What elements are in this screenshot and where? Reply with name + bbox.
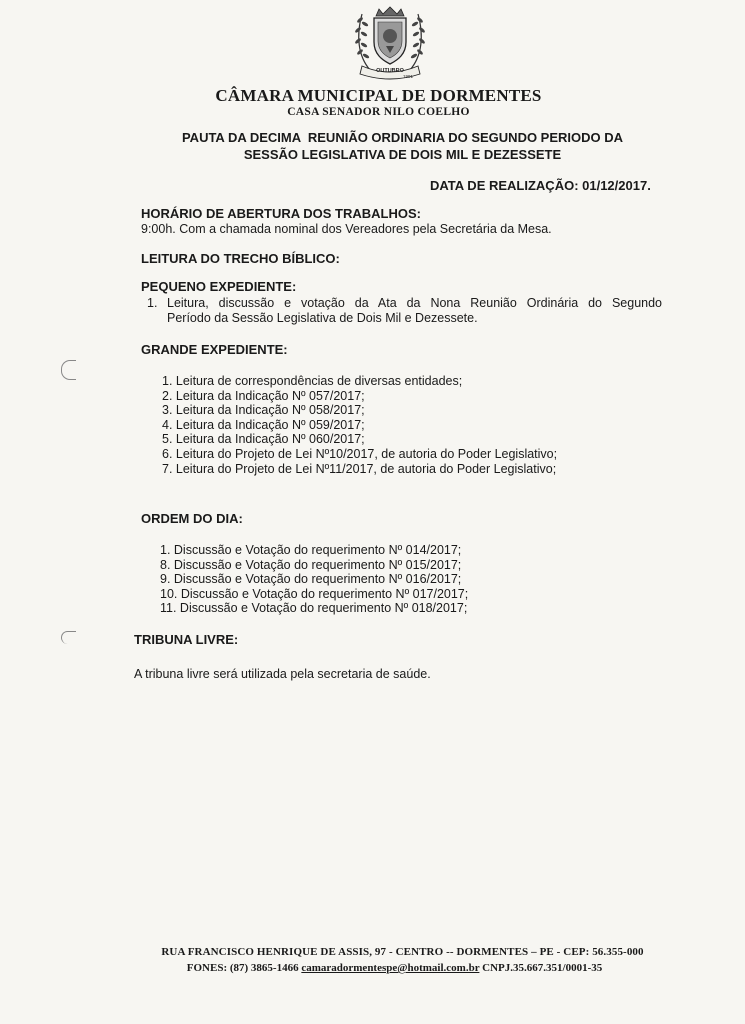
small-expedient-item bbox=[147, 296, 662, 325]
footer-address: RUA FRANCISCO HENRIQUE DE ASSIS, 97 - CENTRO -- DORMENTES – PE - CEP: 56.355-000 bbox=[161, 946, 644, 958]
opening-text: 9:00h. Com a chamada nominal dos Vereadores pela Secretária da Mesa. bbox=[141, 222, 552, 236]
list-item: 9. Discussão e Votação do requerimento Nº 016/2017; bbox=[160, 572, 462, 587]
footer-email: camaradormentespe@hotmail.com.br bbox=[301, 962, 480, 974]
meeting-date: DATA DE REALIZAÇÃO: 01/12/2017. bbox=[430, 178, 651, 193]
institution-subtitle: CASA SENADOR NILO COELHO bbox=[287, 106, 470, 118]
free-tribune-text: A tribuna livre será utilizada pela secretaria de saúde. bbox=[134, 667, 431, 681]
list-item: 8. Discussão e Votação do requerimento Nº 015/2017; bbox=[160, 557, 462, 572]
item-number: 1. bbox=[147, 296, 158, 310]
title-line-1: PAUTA DA DECIMA REUNIÃO ORDINARIA DO SEGUNDO PERIODO DA bbox=[181, 130, 624, 145]
list-item: 10. Discussão e Votação do requerimento Nº 017/2017; bbox=[160, 586, 469, 601]
institution-name: CÂMARA MUNICIPAL DE DORMENTES bbox=[215, 86, 542, 105]
seal-year: 1991 bbox=[402, 74, 414, 79]
list-item: 3. Leitura da Indicação Nº 058/2017; bbox=[162, 403, 365, 418]
hole-punch-mark bbox=[61, 360, 76, 380]
small-expedient-heading: PEQUENO EXPEDIENTE: bbox=[141, 279, 297, 294]
order-of-day-heading: ORDEM DO DIA: bbox=[141, 511, 243, 526]
footer-contacts bbox=[0, 962, 745, 974]
list-item: 11. Discussão e Votação do requerimento Nº 018/2017; bbox=[160, 601, 468, 616]
opening-heading: HORÁRIO DE ABERTURA DOS TRABALHOS: bbox=[141, 206, 421, 221]
large-expedient-list bbox=[162, 374, 557, 476]
item-text-line-1: Leitura, discussão e votação da Ata da Nona Reunião Ordinária do Segundo bbox=[167, 296, 662, 310]
large-expedient-heading: GRANDE EXPEDIENTE: bbox=[141, 342, 288, 357]
municipal-seal-icon bbox=[348, 6, 432, 82]
list-item: 2. Leitura da Indicação Nº 057/2017; bbox=[162, 388, 365, 403]
list-item: 4. Leitura da Indicação Nº 059/2017; bbox=[162, 417, 365, 432]
list-item: 5. Leitura da Indicação Nº 060/2017; bbox=[162, 432, 365, 447]
list-item: 1. Leitura de correspondências de diversas entidades; bbox=[162, 374, 463, 388]
item-text-line-2: Período da Sessão Legislativa de Dois Mil e Dezessete. bbox=[167, 311, 478, 325]
list-item: 7. Leitura do Projeto de Lei Nº11/2017, de autoria do Poder Legislativo; bbox=[162, 461, 557, 476]
order-of-day-list bbox=[160, 543, 468, 616]
free-tribune-heading: TRIBUNA LIVRE: bbox=[134, 632, 239, 647]
title-line-2: SESSÃO LEGISLATIVA DE DOIS MIL E DEZESSETE bbox=[243, 147, 562, 162]
document-title bbox=[0, 129, 745, 163]
list-item: 1. Discussão e Votação do requerimento Nº 014/2017; bbox=[160, 543, 462, 557]
footer-phones: FONES: (87) 3865-1466 bbox=[186, 962, 299, 974]
list-item: 6. Leitura do Projeto de Lei Nº10/2017, de autoria do Poder Legislativo; bbox=[162, 446, 558, 461]
seal-ribbon-text: OUTUBRO bbox=[376, 68, 404, 74]
reading-heading: LEITURA DO TRECHO BÍBLICO: bbox=[141, 251, 340, 266]
hole-punch-mark bbox=[61, 631, 76, 644]
footer-cnpj: CNPJ.35.667.351/0001-35 bbox=[482, 962, 603, 974]
